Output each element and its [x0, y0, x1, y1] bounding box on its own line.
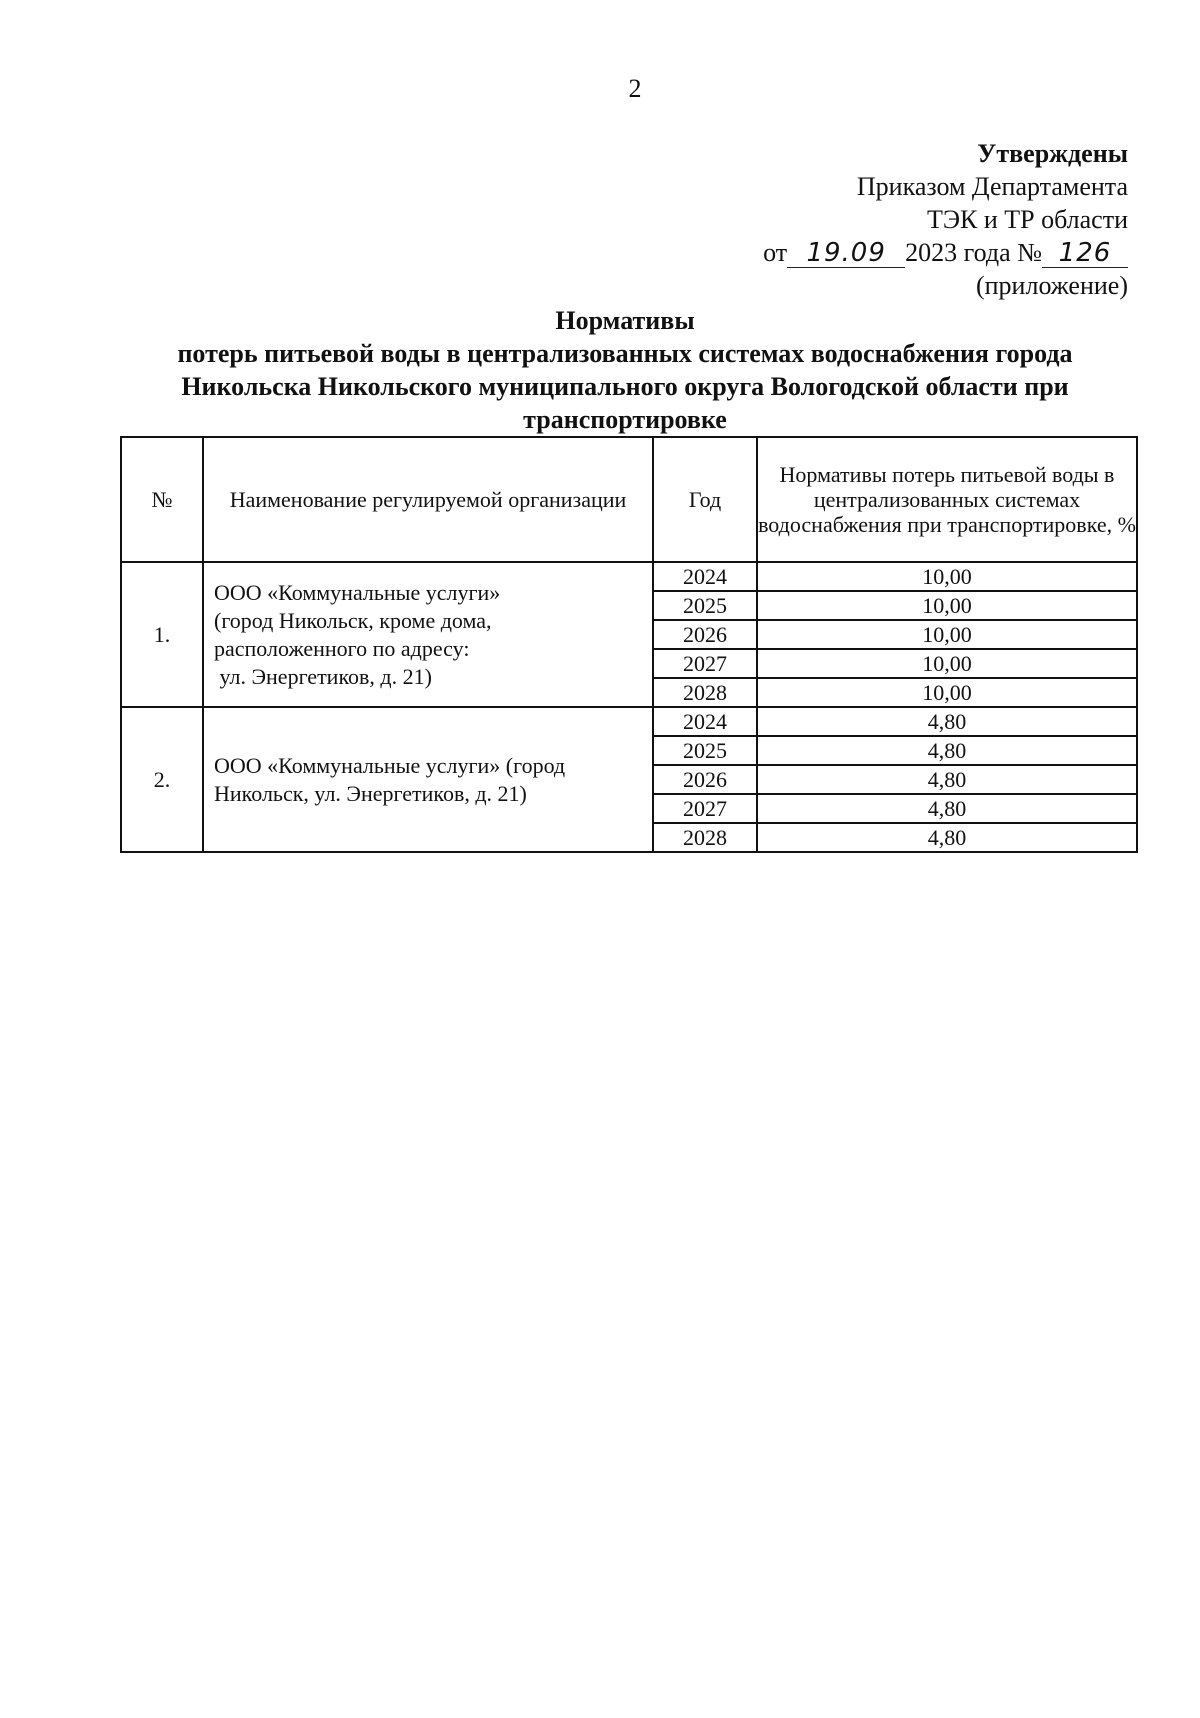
table-row	[121, 707, 1137, 736]
row-number: 2.	[121, 707, 203, 852]
header-name: Наименование регулируемой организации	[203, 437, 653, 562]
date-prefix: от	[763, 238, 788, 267]
approval-block	[763, 137, 1128, 302]
org-line: ул. Энергетиков, д. 21)	[214, 663, 432, 689]
year-cell: 2026	[653, 620, 757, 649]
table-row	[121, 562, 1137, 591]
norm-cell: 4,80	[757, 765, 1137, 794]
year-cell: 2027	[653, 649, 757, 678]
document-title	[120, 304, 1130, 436]
org-line: ООО «Коммунальные услуги»	[214, 579, 501, 605]
year-cell: 2024	[653, 707, 757, 736]
norm-cell: 4,80	[757, 736, 1137, 765]
year-cell: 2025	[653, 736, 757, 765]
title-line-1: Нормативы	[555, 306, 695, 335]
approval-department: ТЭК и ТР области	[926, 205, 1128, 234]
organization-name	[203, 562, 653, 707]
norm-cell: 4,80	[757, 794, 1137, 823]
norm-cell: 10,00	[757, 649, 1137, 678]
norm-cell: 10,00	[757, 620, 1137, 649]
title-line-2: потерь питьевой воды в централизованных системах водоснабжения города	[177, 339, 1073, 368]
norm-cell: 10,00	[757, 678, 1137, 707]
approval-date-line	[763, 236, 1128, 269]
year-cell: 2026	[653, 765, 757, 794]
org-line: ООО «Коммунальные услуги» (город	[214, 752, 566, 778]
header-no: №	[121, 437, 203, 562]
norm-cell: 10,00	[757, 562, 1137, 591]
organization-name	[203, 707, 653, 852]
approval-order: Приказом Департамента	[856, 172, 1128, 201]
title-line-3: Никольска Никольского муниципального округа Вологодской области при	[181, 372, 1069, 401]
norm-cell: 4,80	[757, 707, 1137, 736]
handwritten-date: 19.09	[787, 239, 905, 268]
year-text: 2023 года №	[905, 238, 1042, 267]
org-line: (город Никольск, кроме дома,	[214, 607, 492, 633]
handwritten-number: 126	[1042, 239, 1128, 268]
year-cell: 2024	[653, 562, 757, 591]
table-header-row	[121, 437, 1137, 562]
page-number: 2	[628, 74, 642, 103]
norm-cell: 10,00	[757, 591, 1137, 620]
org-line: Никольск, ул. Энергетиков, д. 21)	[214, 780, 527, 806]
year-cell: 2025	[653, 591, 757, 620]
title-line-4: транспортировке	[523, 405, 727, 434]
header-year: Год	[653, 437, 757, 562]
year-cell: 2028	[653, 823, 757, 852]
row-number: 1.	[121, 562, 203, 707]
approval-appendix: (приложение)	[975, 271, 1128, 300]
norm-cell: 4,80	[757, 823, 1137, 852]
year-cell: 2027	[653, 794, 757, 823]
header-norm: Нормативы потерь питьевой воды в централизованных системах водоснабжения при транспортировке, %	[757, 437, 1137, 562]
year-cell: 2028	[653, 678, 757, 707]
approval-title: Утверждены	[977, 139, 1128, 168]
norms-table	[120, 436, 1138, 853]
org-line: расположенного по адресу:	[214, 635, 470, 661]
